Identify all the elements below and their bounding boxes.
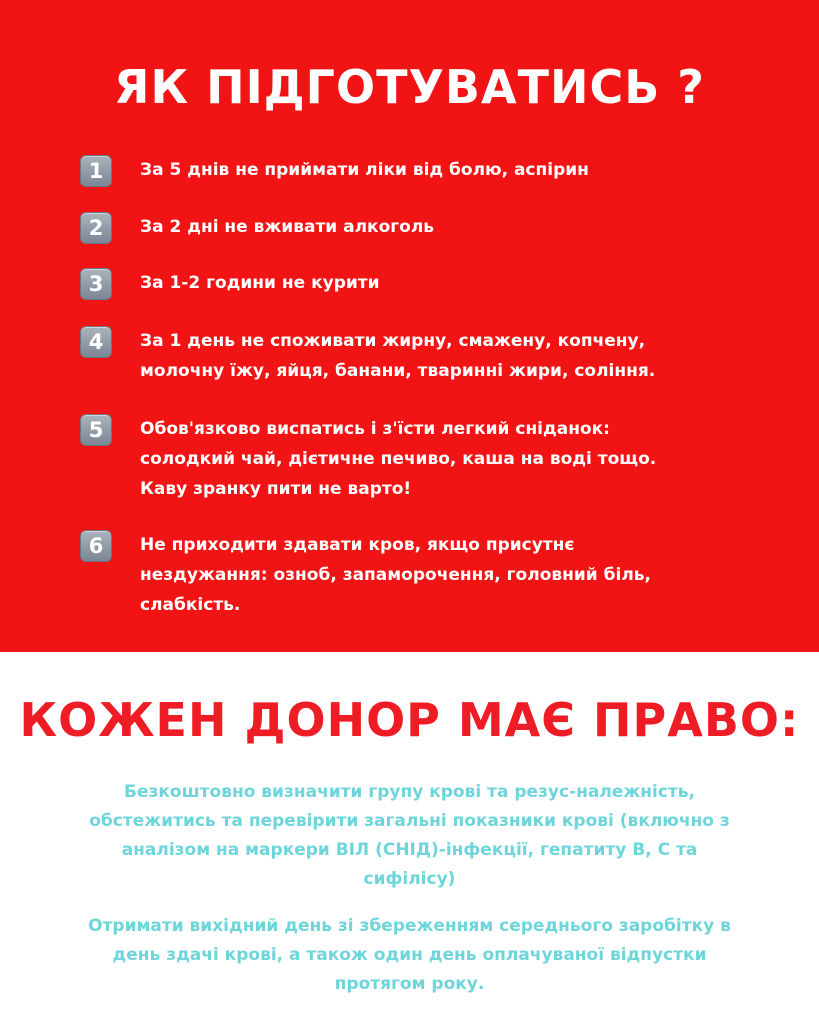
step-line: За 5 днів не приймати ліки від болю, аспірин [140, 160, 589, 180]
rights-paragraph-1 [0, 778, 819, 894]
keycap-number-icon: 5 [80, 414, 112, 446]
step-text [140, 414, 760, 504]
rights-paragraph-2 [0, 912, 819, 999]
paragraph-line: аналізом на маркери ВІЛ (СНІД)-інфекції, гепатиту В, С та [121, 840, 698, 860]
step-text [140, 326, 760, 386]
step-line: молочну їжу, яйця, банани, тваринні жири, соління. [140, 361, 656, 381]
paragraph-line: протягом року. [334, 974, 485, 994]
keycap-number-icon: 2 [80, 212, 112, 244]
step-line: солодкий чай, дієтичне печиво, каша на воді тощо. [140, 449, 657, 469]
rights-title: КОЖЕН ДОНОР МАЄ ПРАВО: [19, 693, 800, 747]
step-line: нездужання: озноб, запаморочення, головний біль, [140, 565, 651, 585]
paragraph-line: обстежитись та перевірити загальні показники крові (включно з [89, 811, 730, 831]
keycap-number-icon: 6 [80, 530, 112, 562]
page-title: ЯК ПІДГОТУВАТИСЬ ? [114, 60, 705, 114]
step-text [140, 530, 760, 620]
step-line: Каву зранку пити не варто! [140, 479, 412, 499]
paragraph-line: Отримати вихідний день зі збереженням середнього заробітку в [88, 916, 731, 936]
step-line: Обов'язково виспатись і з'їсти легкий сніданок: [140, 419, 610, 439]
paragraph-line: день здачі крові, а також один день оплачуваної відпустки [112, 945, 707, 965]
step-line: За 2 дні не вживати алкоголь [140, 217, 435, 237]
step-line: За 1 день не споживати жирну, смажену, копчену, [140, 331, 646, 351]
paragraph-line: сифілісу) [363, 869, 456, 889]
step-text [140, 268, 760, 298]
step-text [140, 155, 760, 185]
step-line: За 1-2 години не курити [140, 273, 380, 293]
paragraph-line: Безкоштовно визначити групу крові та резус-належність, [124, 782, 695, 802]
step-line: Не приходити здавати кров, якщо присутнє [140, 535, 575, 555]
keycap-number-icon: 3 [80, 268, 112, 300]
keycap-number-icon: 4 [80, 326, 112, 358]
step-line: слабкість. [140, 595, 241, 615]
step-text [140, 212, 760, 242]
keycap-number-icon: 1 [80, 155, 112, 187]
